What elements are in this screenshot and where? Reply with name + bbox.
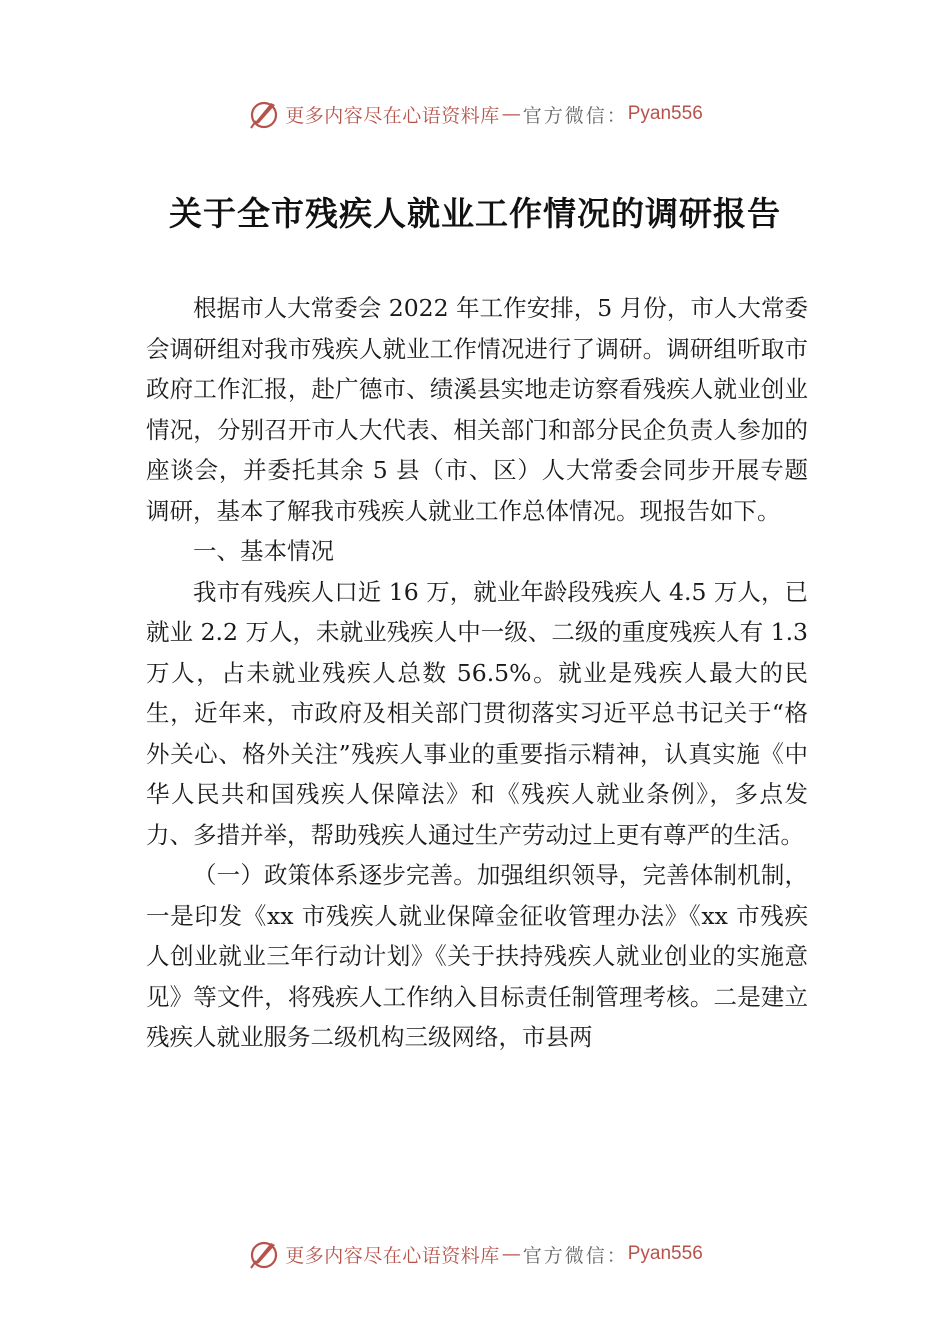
watermark-separator: — [501,103,521,125]
watermark-separator: — [501,1243,521,1265]
watermark-footer [0,1234,950,1274]
watermark-account: Pyan556 [627,103,703,124]
watermark-brand: 更多内容尽在心语资料库 [285,1244,500,1267]
watermark-label: 官方微信： [522,104,628,127]
section-heading-basic-situation: 一、基本情况 [193,537,334,565]
watermark-header [0,94,950,134]
watermark-brand: 更多内容尽在心语资料库 [285,104,500,127]
document-title: 关于全市残疾人就业工作情况的调研报告 [169,194,781,233]
watermark-label: 官方微信： [522,1244,628,1267]
quill-pen-logo-icon [247,97,281,131]
watermark-account: Pyan556 [627,1243,703,1264]
quill-pen-logo-icon [247,1237,281,1271]
document-body [146,288,808,1058]
paragraph-policy-system: （一）政策体系逐步完善。加强组织领导，完善体制机制，一是印发《xx 市残疾人就业保障金征收管理办法》《xx 市残疾人创业就业三年行动计划》《关于扶持残疾人就业创业的实施意见》等文件，将残疾人工作纳入目标责任制管理考核。二是建立残疾人就业服务二级机构三级网络，市县两 [146,861,808,1051]
paragraph-intro: 根据市人大常委会 2022 年工作安排，5 月份，市人大常委会调研组对我市残疾人就业工作情况进行了调研。调研组听取市政府工作汇报，赴广德市、绩溪县实地走访察看残疾人就业创业情况，分别召开市人大代表、相关部门和部分民企负责人参加的座谈会，并委托其余 5 县（市、区）人大常委会同步开展专题调研，基本了解我市残疾人就业工作总体情况。现报告如下。 [146,294,808,525]
paragraph-basic-situation: 我市有残疾人口近 16 万，就业年龄段残疾人 4.5 万人，已就业 2.2 万人，未就业残疾人中一级、二级的重度残疾人有 1.3 万人，占未就业残疾人总数 56.5%。就业是残疾人最大的民生，近年来，市政府及相关部门贯彻落实习近平总书记关于“格外关心、格外关注”残疾人事业的重要指示精神，认真实施《中华人民共和国残疾人保障法》和《残疾人就业条例》，多点发力、多措并举，帮助残疾人通过生产劳动过上更有尊严的生活。 [146,577,808,849]
